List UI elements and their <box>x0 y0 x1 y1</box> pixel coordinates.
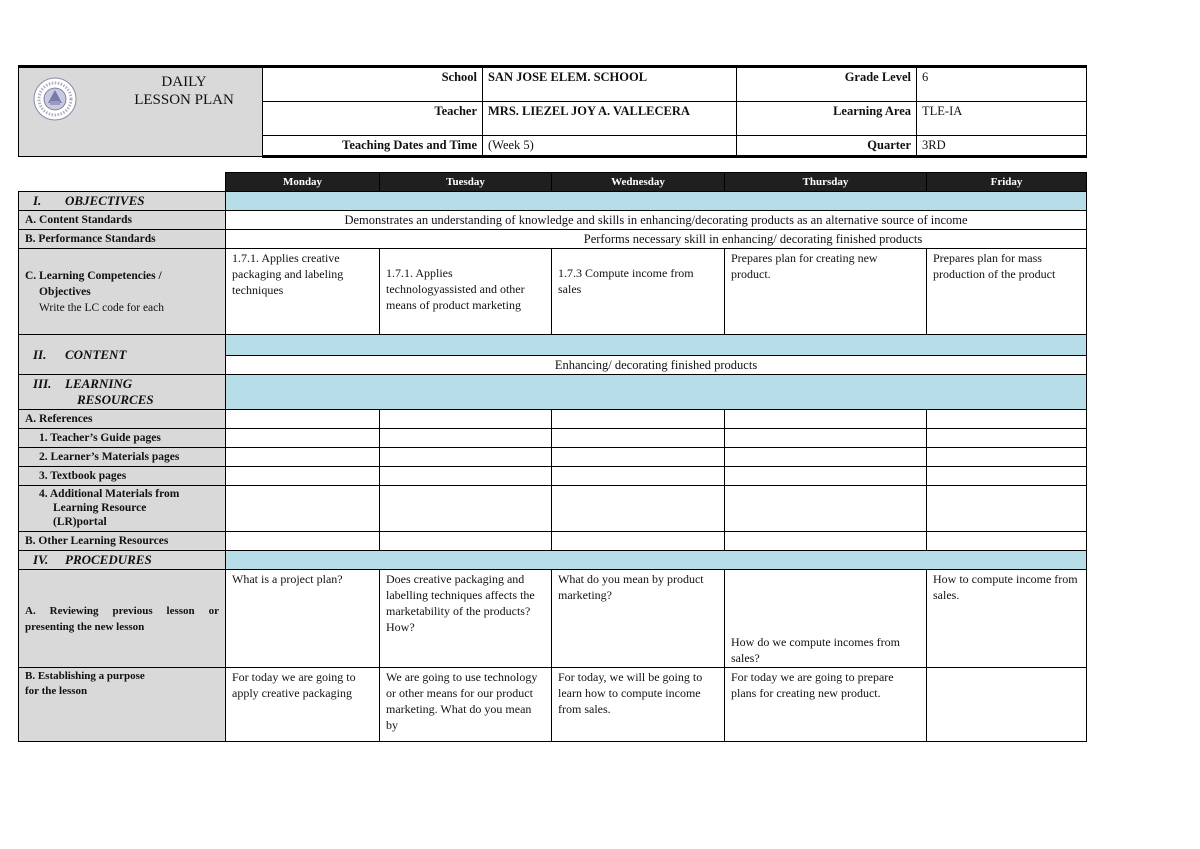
lesson-plan-grid <box>18 172 1087 742</box>
day-header-wednesday: Wednesday <box>552 173 725 192</box>
content-standards-text: Demonstrates an understanding of knowledge and skills in enhancing/decorating products as an alternative source of income <box>226 211 1087 230</box>
content-band <box>226 335 1087 356</box>
other-resources-friday <box>927 532 1087 551</box>
textbook-tuesday <box>380 467 552 486</box>
additional-materials-monday <box>226 486 380 532</box>
references-friday <box>927 410 1087 429</box>
teaching-dates-label: Teaching Dates and Time <box>263 136 483 157</box>
teachers-guide-monday <box>226 429 380 448</box>
textbook-friday <box>927 467 1087 486</box>
learning-resources-heading <box>19 375 226 410</box>
learners-materials-friday <box>927 448 1087 467</box>
resources-band <box>226 375 1087 410</box>
other-resources-thursday <box>725 532 927 551</box>
competency-tuesday: 1.7.1. Applies technologyassisted and other means of product marketing <box>380 249 552 335</box>
competency-friday: Prepares plan for mass production of the product <box>927 249 1087 335</box>
resources-number: III. <box>33 376 52 391</box>
logo-title-cell <box>19 67 263 157</box>
references-wednesday <box>552 410 725 429</box>
competencies-label-line2: Objectives <box>39 285 91 298</box>
purpose-label-line1: B. Establishing a purpose <box>25 670 145 682</box>
purpose-label-line2: for the lesson <box>25 685 88 697</box>
performance-standards-label: B. Performance Standards <box>19 230 226 249</box>
header-table <box>18 65 1087 158</box>
textbook-thursday <box>725 467 927 486</box>
procedures-heading-text: PROCEDURES <box>65 552 152 567</box>
purpose-friday <box>927 668 1087 742</box>
establishing-purpose-label <box>19 668 226 742</box>
additional-materials-wednesday <box>552 486 725 532</box>
other-resources-monday <box>226 532 380 551</box>
teaching-dates-value: (Week 5) <box>483 136 737 157</box>
content-text: Enhancing/ decorating finished products <box>226 356 1087 375</box>
purpose-tuesday: We are going to use technology or other means for our product marketing. What do you mean by <box>380 668 552 742</box>
reviewing-tuesday: Does creative packaging and labelling techniques affects the marketability of the products? How? <box>380 570 552 668</box>
additional-materials-line1: 4. Additional Materials from <box>39 488 180 500</box>
teachers-guide-thursday <box>725 429 927 448</box>
procedures-band <box>226 551 1087 570</box>
content-number: II. <box>33 346 47 362</box>
other-resources-tuesday <box>380 532 552 551</box>
resources-heading-line2: RESOURCES <box>77 392 154 407</box>
school-value: SAN JOSE ELEM. SCHOOL <box>483 67 737 102</box>
day-header-monday: Monday <box>226 173 380 192</box>
references-monday <box>226 410 380 429</box>
day-header-thursday: Thursday <box>725 173 927 192</box>
corner-blank <box>19 173 226 192</box>
additional-materials-tuesday <box>380 486 552 532</box>
competency-wednesday: 1.7.3 Compute income from sales <box>552 249 725 335</box>
school-label: School <box>263 67 483 102</box>
additional-materials-friday <box>927 486 1087 532</box>
content-standards-label: A. Content Standards <box>19 211 226 230</box>
references-thursday <box>725 410 927 429</box>
learners-materials-tuesday <box>380 448 552 467</box>
document-title <box>119 73 249 109</box>
textbook-wednesday <box>552 467 725 486</box>
textbook-label: 3. Textbook pages <box>19 467 226 486</box>
grade-level-label: Grade Level <box>737 67 917 102</box>
learners-materials-monday <box>226 448 380 467</box>
learners-materials-wednesday <box>552 448 725 467</box>
teachers-guide-tuesday <box>380 429 552 448</box>
grade-level-value: 6 <box>917 67 1087 102</box>
objectives-number: I. <box>33 193 42 208</box>
additional-materials-line3: (LR)portal <box>53 516 107 528</box>
day-header-friday: Friday <box>927 173 1087 192</box>
teacher-label: Teacher <box>263 102 483 136</box>
day-header-tuesday: Tuesday <box>380 173 552 192</box>
learning-area-value: TLE-IA <box>917 102 1087 136</box>
quarter-value: 3RD <box>917 136 1087 157</box>
quarter-label: Quarter <box>737 136 917 157</box>
teachers-guide-friday <box>927 429 1087 448</box>
content-heading-text: CONTENT <box>65 346 127 362</box>
additional-materials-line2: Learning Resource <box>53 502 147 514</box>
learners-materials-thursday <box>725 448 927 467</box>
additional-materials-label <box>19 486 226 532</box>
references-tuesday <box>380 410 552 429</box>
reviewing-thursday: How do we compute incomes from sales? <box>725 570 927 668</box>
performance-standards-text: Performs necessary skill in enhancing/ decorating finished products <box>226 230 1087 249</box>
teachers-guide-label: 1. Teacher’s Guide pages <box>19 429 226 448</box>
reviewing-friday: How to compute income from sales. <box>927 570 1087 668</box>
learning-area-label: Learning Area <box>737 102 917 136</box>
competencies-label-line3: Write the LC code for each <box>39 301 165 314</box>
resources-heading-line1: LEARNING <box>65 376 133 391</box>
procedures-heading <box>19 551 226 570</box>
objectives-heading-text: OBJECTIVES <box>65 193 145 208</box>
deped-seal-icon <box>33 77 77 121</box>
objectives-band <box>226 192 1087 211</box>
learners-materials-label: 2. Learner’s Materials pages <box>19 448 226 467</box>
additional-materials-thursday <box>725 486 927 532</box>
purpose-wednesday: For today, we will be going to learn how to compute income from sales. <box>552 668 725 742</box>
teacher-value: MRS. LIEZEL JOY A. VALLECERA <box>483 102 737 136</box>
reviewing-lesson-label: A. Reviewing previous lesson or presenting the new lesson <box>19 570 226 668</box>
purpose-monday: For today we are going to apply creative packaging <box>226 668 380 742</box>
other-resources-wednesday <box>552 532 725 551</box>
references-label: A. References <box>19 410 226 429</box>
teachers-guide-wednesday <box>552 429 725 448</box>
purpose-thursday: For today we are going to prepare plans for creating new product. <box>725 668 927 742</box>
reviewing-monday: What is a project plan? <box>226 570 380 668</box>
competency-thursday: Prepares plan for creating new product. <box>725 249 927 335</box>
procedures-number: IV. <box>33 552 49 567</box>
competencies-label-line1: C. Learning Competencies / <box>25 269 162 282</box>
competency-monday: 1.7.1. Applies creative packaging and labeling techniques <box>226 249 380 335</box>
title-line-lesson-plan: LESSON PLAN <box>134 92 234 108</box>
textbook-monday <box>226 467 380 486</box>
title-line-daily: DAILY <box>161 74 207 90</box>
other-resources-label: B. Other Learning Resources <box>19 532 226 551</box>
learning-competencies-label <box>19 249 226 335</box>
reviewing-wednesday: What do you mean by product marketing? <box>552 570 725 668</box>
content-heading <box>19 335 226 375</box>
objectives-heading <box>19 192 226 211</box>
